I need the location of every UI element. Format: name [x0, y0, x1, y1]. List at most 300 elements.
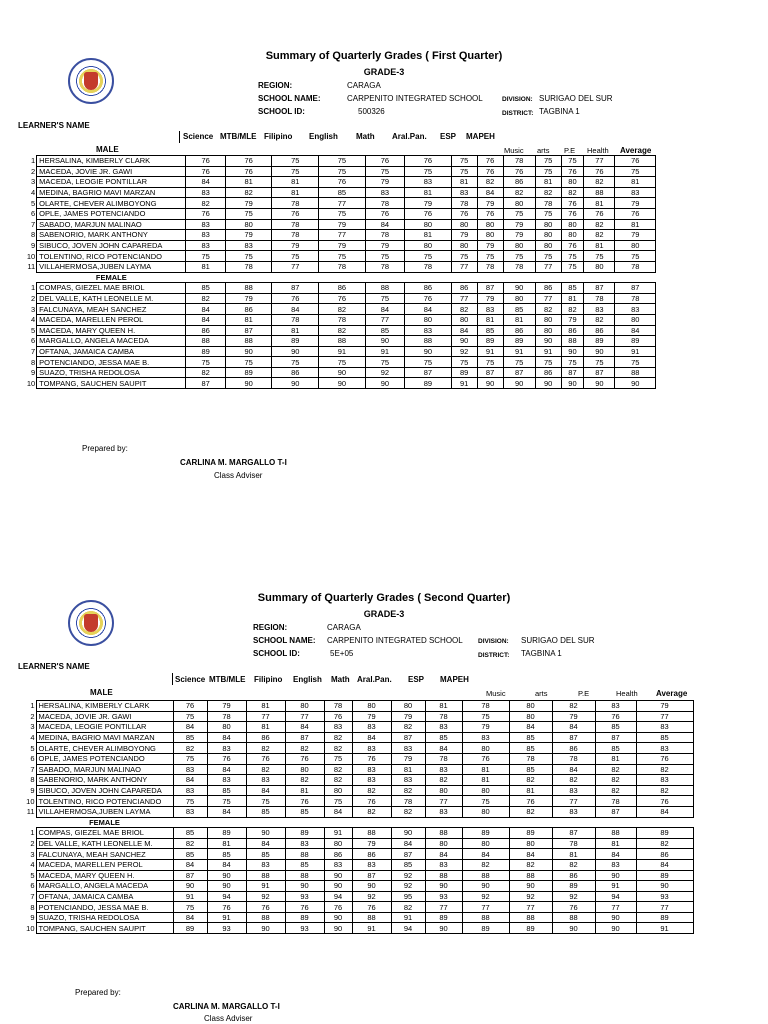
- grade-cell: 83: [595, 859, 636, 870]
- grade-cell: 85: [509, 732, 552, 743]
- grade-cell: 80: [405, 240, 452, 251]
- grade-cell: 87: [503, 367, 535, 378]
- grade-cell: 82: [391, 902, 425, 913]
- grade-cell: 76: [285, 796, 324, 807]
- grade-cell: 79: [352, 838, 391, 849]
- grade-cell: 83: [324, 722, 352, 733]
- grade-cell: 82: [561, 187, 584, 198]
- grade-cell: 89: [462, 923, 509, 934]
- grade-cell: 86: [552, 743, 595, 754]
- grade-cell: 75: [615, 251, 656, 262]
- grade-cell: 87: [225, 325, 272, 336]
- grade-cell: 79: [272, 240, 319, 251]
- grade-cell: 82: [425, 775, 462, 786]
- grade-cell: 86: [272, 367, 319, 378]
- grade-cell: 83: [477, 304, 503, 315]
- learner-name: MACEDA, MARELLEN PEROL: [37, 314, 186, 325]
- grade-cell: 79: [503, 230, 535, 241]
- row-number: 3: [18, 849, 36, 860]
- grade-cell: 88: [561, 336, 584, 347]
- grade-cell: 86: [246, 732, 285, 743]
- grade-cell: 90: [319, 378, 366, 389]
- grade-cell: 89: [285, 828, 324, 839]
- grade-cell: 80: [352, 701, 391, 712]
- grade-cell: 85: [595, 743, 636, 754]
- grade-cell: 75: [477, 357, 503, 368]
- grade-cell: 80: [477, 230, 503, 241]
- grade-cell: 86: [535, 283, 561, 294]
- sheet-title: Summary of Quarterly Grades ( Second Quarter): [257, 592, 511, 604]
- grade-cell: 76: [285, 753, 324, 764]
- col-mtb-mle: MTB/MLE: [220, 132, 257, 141]
- grade-cell: 90: [615, 378, 656, 389]
- grade-cell: 94: [324, 891, 352, 902]
- grade-cell: 85: [186, 283, 225, 294]
- grade-cell: 82: [451, 304, 477, 315]
- grade-cell: 90: [319, 367, 366, 378]
- grade-cell: 88: [595, 828, 636, 839]
- grade-cell: 87: [595, 806, 636, 817]
- grade-cell: 78: [595, 796, 636, 807]
- division-label: DIVISION:: [478, 638, 509, 645]
- grade-cell: 76: [451, 208, 477, 219]
- grade-cell: 75: [451, 166, 477, 177]
- grade-cell: 87: [352, 870, 391, 881]
- grade-cell: 77: [272, 261, 319, 272]
- learner-name: MACEDA, MARY QUEEN H.: [36, 870, 173, 881]
- grade-cell: 80: [425, 838, 462, 849]
- learner-name: OLARTE, CHEVER ALIMBOYONG: [37, 198, 186, 209]
- grade-cell: 82: [552, 775, 595, 786]
- learner-name: TOMPANG, SAUCHEN SAUPIT: [37, 378, 186, 389]
- learner-name: TOLENTINO, RICO POTENCIANDO: [36, 796, 173, 807]
- grade-cell: 75: [405, 166, 452, 177]
- grade-cell: 82: [319, 304, 366, 315]
- grade-cell: 88: [462, 912, 509, 923]
- grade-cell: 84: [207, 764, 246, 775]
- learner-name: DEL VALLE, KATH LEONELLE M.: [37, 293, 186, 304]
- row-number: 8: [18, 775, 36, 786]
- row-number: 2: [18, 838, 36, 849]
- grade-cell: 82: [584, 177, 615, 188]
- row-number: 7: [18, 219, 37, 230]
- grade-cell: 86: [561, 325, 584, 336]
- grade-cell: 83: [405, 177, 452, 188]
- grade-cell: 88: [365, 283, 404, 294]
- grade-cell: 81: [225, 314, 272, 325]
- grade-cell: 91: [535, 346, 561, 357]
- region-value: CARAGA: [347, 81, 381, 90]
- grade-cell: 84: [615, 325, 656, 336]
- grade-cell: 88: [509, 912, 552, 923]
- grade-cell: 76: [584, 166, 615, 177]
- grade-cell: 91: [477, 346, 503, 357]
- grade-cell: 76: [246, 902, 285, 913]
- grade-cell: 87: [405, 367, 452, 378]
- row-number: 3: [18, 304, 37, 315]
- grade-cell: 90: [324, 923, 352, 934]
- grade-cell: 88: [425, 870, 462, 881]
- row-number: 9: [18, 367, 37, 378]
- grade-cell: 81: [503, 314, 535, 325]
- grade-cell: 82: [503, 187, 535, 198]
- col-aral-pan: Aral.Pan.: [357, 675, 392, 684]
- grade-cell: 88: [615, 367, 656, 378]
- grade-cell: 82: [186, 367, 225, 378]
- grade-cell: 84: [186, 177, 225, 188]
- grade-cell: 83: [451, 187, 477, 198]
- grade-cell: 90: [636, 881, 693, 892]
- learner-name: SABENORIO, MARK ANTHONY: [37, 230, 186, 241]
- grade-cell: 85: [319, 187, 366, 198]
- grade-cell: 81: [405, 187, 452, 198]
- grade-cell: 87: [173, 870, 207, 881]
- learner-name: OFTANA, JAMAICA CAMBA: [36, 891, 173, 902]
- grade-cell: 80: [462, 838, 509, 849]
- grade-cell: 90: [324, 881, 352, 892]
- grade-cell: 77: [595, 902, 636, 913]
- grade-cell: 79: [352, 711, 391, 722]
- grade-cell: 75: [319, 357, 366, 368]
- grade-cell: 90: [324, 912, 352, 923]
- grade-cell: 78: [503, 261, 535, 272]
- grade-cell: 92: [391, 870, 425, 881]
- grade-cell: 77: [285, 711, 324, 722]
- grade-cell: 82: [324, 743, 352, 754]
- grade-cell: 81: [207, 838, 246, 849]
- grade-cell: 90: [365, 378, 404, 389]
- grade-cell: 83: [225, 240, 272, 251]
- grade-cell: 76: [595, 711, 636, 722]
- grade-cell: 79: [615, 230, 656, 241]
- grade-cell: 84: [365, 304, 404, 315]
- school-name-value: CARPENITO INTEGRATED SCHOOL: [347, 94, 483, 103]
- grade-cell: 82: [477, 177, 503, 188]
- grade-cell: 80: [535, 314, 561, 325]
- grade-cell: 77: [535, 261, 561, 272]
- division-value: SURIGAO DEL SUR: [521, 636, 595, 645]
- grade-cell: 91: [391, 912, 425, 923]
- grade-cell: 80: [225, 219, 272, 230]
- grade-cell: 83: [425, 722, 462, 733]
- grade-cell: 82: [509, 806, 552, 817]
- grade-cell: 79: [477, 240, 503, 251]
- second-quarter-grades-table: [18, 700, 694, 934]
- grade-cell: 85: [391, 859, 425, 870]
- grade-cell: 78: [272, 198, 319, 209]
- grade-cell: 90: [535, 336, 561, 347]
- grade-cell: 75: [561, 261, 584, 272]
- grade-cell: 80: [462, 743, 509, 754]
- grade-cell: 84: [186, 314, 225, 325]
- grade-cell: 80: [509, 701, 552, 712]
- school-id-label: SCHOOL ID:: [253, 649, 300, 658]
- grade-cell: 76: [405, 208, 452, 219]
- grade-cell: 81: [246, 701, 285, 712]
- deped-seal-icon: [68, 600, 114, 646]
- grade-cell: 76: [207, 753, 246, 764]
- grade-cell: 87: [477, 367, 503, 378]
- grade-cell: 85: [425, 732, 462, 743]
- grade-cell: 80: [584, 261, 615, 272]
- grade-cell: 83: [246, 859, 285, 870]
- grade-cell: 90: [595, 912, 636, 923]
- grade-level: GRADE-3: [363, 67, 405, 77]
- grade-cell: 88: [405, 336, 452, 347]
- grade-cell: 79: [552, 711, 595, 722]
- learner-name: FALCUNAYA, MEAH SANCHEZ: [37, 304, 186, 315]
- col-pe: P.E: [564, 146, 576, 155]
- grade-cell: 90: [391, 828, 425, 839]
- grade-cell: 92: [352, 891, 391, 902]
- grade-cell: 89: [636, 912, 693, 923]
- grade-cell: 84: [285, 722, 324, 733]
- grade-cell: 82: [285, 743, 324, 754]
- col-english: English: [293, 675, 322, 684]
- grade-cell: 75: [535, 166, 561, 177]
- grade-cell: 89: [584, 336, 615, 347]
- grade-cell: 93: [207, 923, 246, 934]
- grade-cell: 81: [595, 838, 636, 849]
- grade-cell: 82: [636, 785, 693, 796]
- row-number: 4: [18, 732, 36, 743]
- grade-cell: 82: [535, 187, 561, 198]
- grade-cell: 90: [272, 346, 319, 357]
- grade-cell: 89: [425, 912, 462, 923]
- row-number: 10: [18, 251, 37, 262]
- col-aral-pan: Aral.Pan.: [392, 132, 427, 141]
- grade-cell: 78: [365, 198, 404, 209]
- grade-cell: 87: [552, 732, 595, 743]
- grade-cell: 75: [503, 251, 535, 262]
- grade-cell: 76: [477, 156, 503, 167]
- grade-cell: 84: [391, 838, 425, 849]
- grade-cell: 81: [595, 753, 636, 764]
- grade-cell: 82: [352, 785, 391, 796]
- grade-cell: 80: [503, 240, 535, 251]
- learner-name: MACEDA, LEOGIE PONTILLAR: [36, 722, 173, 733]
- grade-cell: 79: [365, 240, 404, 251]
- grade-cell: 78: [509, 753, 552, 764]
- learners-name-label: LEARNER'S NAME: [18, 662, 90, 671]
- grade-cell: 80: [285, 764, 324, 775]
- grade-cell: 75: [535, 208, 561, 219]
- grade-cell: 76: [352, 902, 391, 913]
- grade-cell: 84: [425, 849, 462, 860]
- grade-cell: 82: [595, 764, 636, 775]
- grade-cell: 89: [552, 881, 595, 892]
- grade-cell: 83: [324, 859, 352, 870]
- row-number: 1: [18, 156, 37, 167]
- grade-cell: 90: [451, 336, 477, 347]
- grade-cell: 85: [246, 849, 285, 860]
- grade-cell: 81: [615, 219, 656, 230]
- grade-cell: 82: [319, 325, 366, 336]
- learner-name: MEDINA, BAGRIO MAVI MARZAN: [37, 187, 186, 198]
- grade-cell: 78: [365, 261, 404, 272]
- grade-cell: 75: [451, 357, 477, 368]
- grade-cell: 78: [405, 261, 452, 272]
- grade-cell: 84: [509, 849, 552, 860]
- grade-cell: 85: [285, 859, 324, 870]
- grade-cell: 83: [352, 722, 391, 733]
- row-number: 1: [18, 701, 36, 712]
- grade-cell: 88: [285, 870, 324, 881]
- col-arts: arts: [537, 146, 550, 155]
- row-number: 4: [18, 187, 37, 198]
- grade-cell: 83: [207, 775, 246, 786]
- grade-cell: 75: [272, 156, 319, 167]
- grade-cell: 90: [425, 923, 462, 934]
- grade-cell: 83: [186, 187, 225, 198]
- col-health: Health: [587, 146, 609, 155]
- grade-cell: 76: [636, 796, 693, 807]
- grade-cell: 78: [425, 753, 462, 764]
- grade-cell: 82: [561, 304, 584, 315]
- table-row: [18, 806, 693, 817]
- grade-cell: 88: [509, 870, 552, 881]
- female-header: FEMALE: [89, 817, 120, 827]
- grade-cell: 79: [365, 177, 404, 188]
- grade-cell: 84: [246, 838, 285, 849]
- grade-cell: 89: [503, 336, 535, 347]
- grade-cell: 76: [509, 796, 552, 807]
- grade-cell: 77: [584, 156, 615, 167]
- grade-cell: 77: [319, 230, 366, 241]
- table-row: [18, 711, 693, 722]
- grade-cell: 80: [405, 219, 452, 230]
- grade-cell: 90: [552, 923, 595, 934]
- grade-cell: 75: [173, 796, 207, 807]
- district-value: TAGBINA 1: [539, 107, 580, 116]
- learner-name: VILLAHERMOSA,JUBEN LAYMA: [36, 806, 173, 817]
- grade-cell: 89: [186, 346, 225, 357]
- row-number: 5: [18, 325, 37, 336]
- col-filipino: Filipino: [264, 132, 293, 141]
- grade-cell: 82: [584, 230, 615, 241]
- grade-cell: 78: [535, 198, 561, 209]
- grade-cell: 76: [225, 166, 272, 177]
- grade-cell: 76: [561, 198, 584, 209]
- grade-cell: 82: [186, 293, 225, 304]
- grade-cell: 84: [207, 806, 246, 817]
- grade-cell: 75: [561, 156, 584, 167]
- grade-cell: 86: [552, 870, 595, 881]
- grade-cell: 85: [636, 732, 693, 743]
- grade-cell: 79: [477, 198, 503, 209]
- grade-cell: 76: [285, 902, 324, 913]
- grade-cell: 91: [173, 891, 207, 902]
- grade-cell: 85: [365, 325, 404, 336]
- division-label: DIVISION:: [502, 96, 533, 103]
- learner-name: POTENCIANDO, JESSA MAE B.: [37, 357, 186, 368]
- grade-cell: 91: [207, 912, 246, 923]
- grade-cell: 94: [207, 891, 246, 902]
- grade-cell: 79: [207, 701, 246, 712]
- grade-cell: 82: [352, 806, 391, 817]
- grade-cell: 75: [365, 293, 404, 304]
- grade-cell: 83: [425, 859, 462, 870]
- grade-cell: 84: [477, 187, 503, 198]
- grade-cell: 83: [173, 785, 207, 796]
- row-number: 5: [18, 743, 36, 754]
- grade-cell: 81: [405, 230, 452, 241]
- grade-cell: 78: [207, 711, 246, 722]
- grade-cell: 77: [319, 198, 366, 209]
- grade-cell: 75: [225, 251, 272, 262]
- grade-cell: 91: [246, 881, 285, 892]
- grade-cell: 90: [207, 870, 246, 881]
- grade-cell: 84: [246, 785, 285, 796]
- grade-cell: 76: [319, 293, 366, 304]
- col-pe: P.E: [578, 689, 590, 698]
- grade-cell: 83: [425, 806, 462, 817]
- grade-cell: 79: [225, 293, 272, 304]
- adviser-title: Class Adviser: [204, 1014, 253, 1023]
- grade-cell: 79: [636, 701, 693, 712]
- grade-cell: 78: [324, 701, 352, 712]
- grade-cell: 90: [272, 378, 319, 389]
- learner-name: TOLENTINO, RICO POTENCIANDO: [37, 251, 186, 262]
- grade-cell: 84: [509, 722, 552, 733]
- col-science: Science: [175, 675, 206, 684]
- grade-cell: 75: [173, 711, 207, 722]
- grade-cell: 80: [535, 230, 561, 241]
- grade-cell: 90: [207, 881, 246, 892]
- grade-cell: 75: [246, 796, 285, 807]
- col-average: Average: [620, 146, 652, 155]
- learner-name: COMPAS, GIEZEL MAE BRIOL: [36, 828, 173, 839]
- grade-cell: 79: [477, 293, 503, 304]
- grade-cell: 80: [561, 230, 584, 241]
- grade-cell: 85: [595, 722, 636, 733]
- grade-cell: 85: [561, 283, 584, 294]
- grade-cell: 75: [186, 251, 225, 262]
- grade-cell: 80: [535, 219, 561, 230]
- grade-cell: 76: [561, 208, 584, 219]
- grade-cell: 92: [246, 891, 285, 902]
- col-math: Math: [331, 675, 350, 684]
- school-name-label: SCHOOL NAME:: [258, 94, 321, 103]
- learner-name: MACEDA, MARY QUEEN H.: [37, 325, 186, 336]
- grade-cell: 90: [535, 378, 561, 389]
- grade-cell: 80: [561, 219, 584, 230]
- table-row: [18, 838, 693, 849]
- grade-cell: 80: [477, 219, 503, 230]
- row-number: 10: [18, 796, 36, 807]
- grade-cell: 82: [285, 775, 324, 786]
- grade-cell: 87: [595, 732, 636, 743]
- grade-cell: 81: [552, 849, 595, 860]
- row-number: 11: [18, 261, 37, 272]
- grade-cell: 80: [535, 325, 561, 336]
- grade-cell: 84: [451, 325, 477, 336]
- grade-cell: 84: [272, 304, 319, 315]
- grade-cell: 84: [552, 764, 595, 775]
- grade-cell: 84: [207, 732, 246, 743]
- grade-cell: 89: [451, 367, 477, 378]
- grade-cell: 88: [246, 912, 285, 923]
- region-label: REGION:: [253, 623, 288, 632]
- grade-cell: 79: [561, 314, 584, 325]
- learner-name: MEDINA, BAGRIO MAVI MARZAN: [36, 732, 173, 743]
- grade-cell: 90: [225, 378, 272, 389]
- grade-cell: 76: [319, 177, 366, 188]
- col-mapeh: MAPEH: [466, 132, 495, 141]
- grade-cell: 75: [186, 357, 225, 368]
- grade-cell: 87: [186, 378, 225, 389]
- grade-cell: 87: [584, 283, 615, 294]
